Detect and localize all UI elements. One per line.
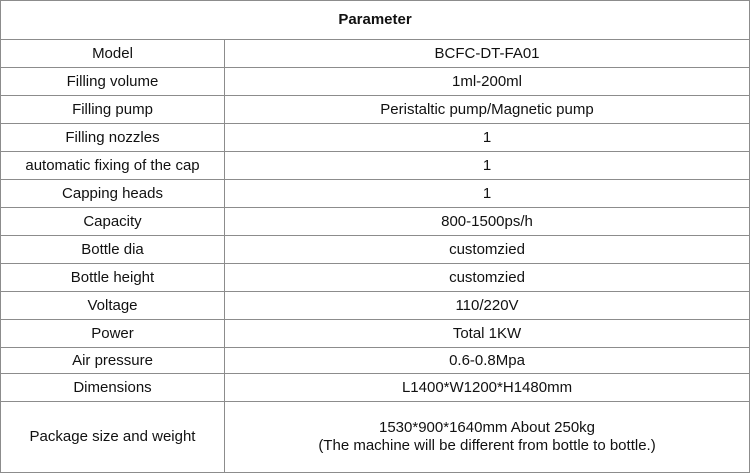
row-value: customzied bbox=[225, 264, 750, 292]
row-label: Bottle dia bbox=[1, 236, 225, 264]
row-value: BCFC-DT-FA01 bbox=[225, 40, 750, 68]
table-row bbox=[1, 208, 750, 236]
row-value: 1 bbox=[225, 152, 750, 180]
row-value bbox=[225, 402, 750, 473]
table-row bbox=[1, 348, 750, 374]
row-label: Capping heads bbox=[1, 180, 225, 208]
row-label: Air pressure bbox=[1, 348, 225, 374]
table-row bbox=[1, 264, 750, 292]
row-value: 1 bbox=[225, 180, 750, 208]
package-note-text: (The machine will be different from bottle to bottle.) bbox=[318, 437, 656, 454]
row-label: Power bbox=[1, 320, 225, 348]
row-label: Dimensions bbox=[1, 374, 225, 402]
row-value: customzied bbox=[225, 236, 750, 264]
row-value: Total 1KW bbox=[225, 320, 750, 348]
row-value: 1ml-200ml bbox=[225, 68, 750, 96]
row-value: 110/220V bbox=[225, 292, 750, 320]
package-size-text: 1530*900*1640mm About 250kg bbox=[379, 419, 596, 436]
table-row bbox=[1, 374, 750, 402]
row-label: Voltage bbox=[1, 292, 225, 320]
row-value: 1 bbox=[225, 124, 750, 152]
row-label: Package size and weight bbox=[1, 402, 225, 473]
table-row bbox=[1, 320, 750, 348]
table-row bbox=[1, 152, 750, 180]
row-label: Model bbox=[1, 40, 225, 68]
row-label: Filling nozzles bbox=[1, 124, 225, 152]
row-label: Capacity bbox=[1, 208, 225, 236]
row-value: Peristaltic pump/Magnetic pump bbox=[225, 96, 750, 124]
row-label: automatic fixing of the cap bbox=[1, 152, 225, 180]
table-header-row bbox=[1, 1, 750, 40]
table-row bbox=[1, 236, 750, 264]
row-label: Bottle height bbox=[1, 264, 225, 292]
row-value: L1400*W1200*H1480mm bbox=[225, 374, 750, 402]
table-row bbox=[1, 124, 750, 152]
row-label: Filling volume bbox=[1, 68, 225, 96]
table-row bbox=[1, 292, 750, 320]
table-row bbox=[1, 68, 750, 96]
table-row bbox=[1, 180, 750, 208]
table-row bbox=[1, 402, 750, 473]
table-title: Parameter bbox=[1, 1, 750, 40]
row-value: 800-1500ps/h bbox=[225, 208, 750, 236]
row-value: 0.6-0.8Mpa bbox=[225, 348, 750, 374]
table-row bbox=[1, 40, 750, 68]
row-label: Filling pump bbox=[1, 96, 225, 124]
table-row bbox=[1, 96, 750, 124]
